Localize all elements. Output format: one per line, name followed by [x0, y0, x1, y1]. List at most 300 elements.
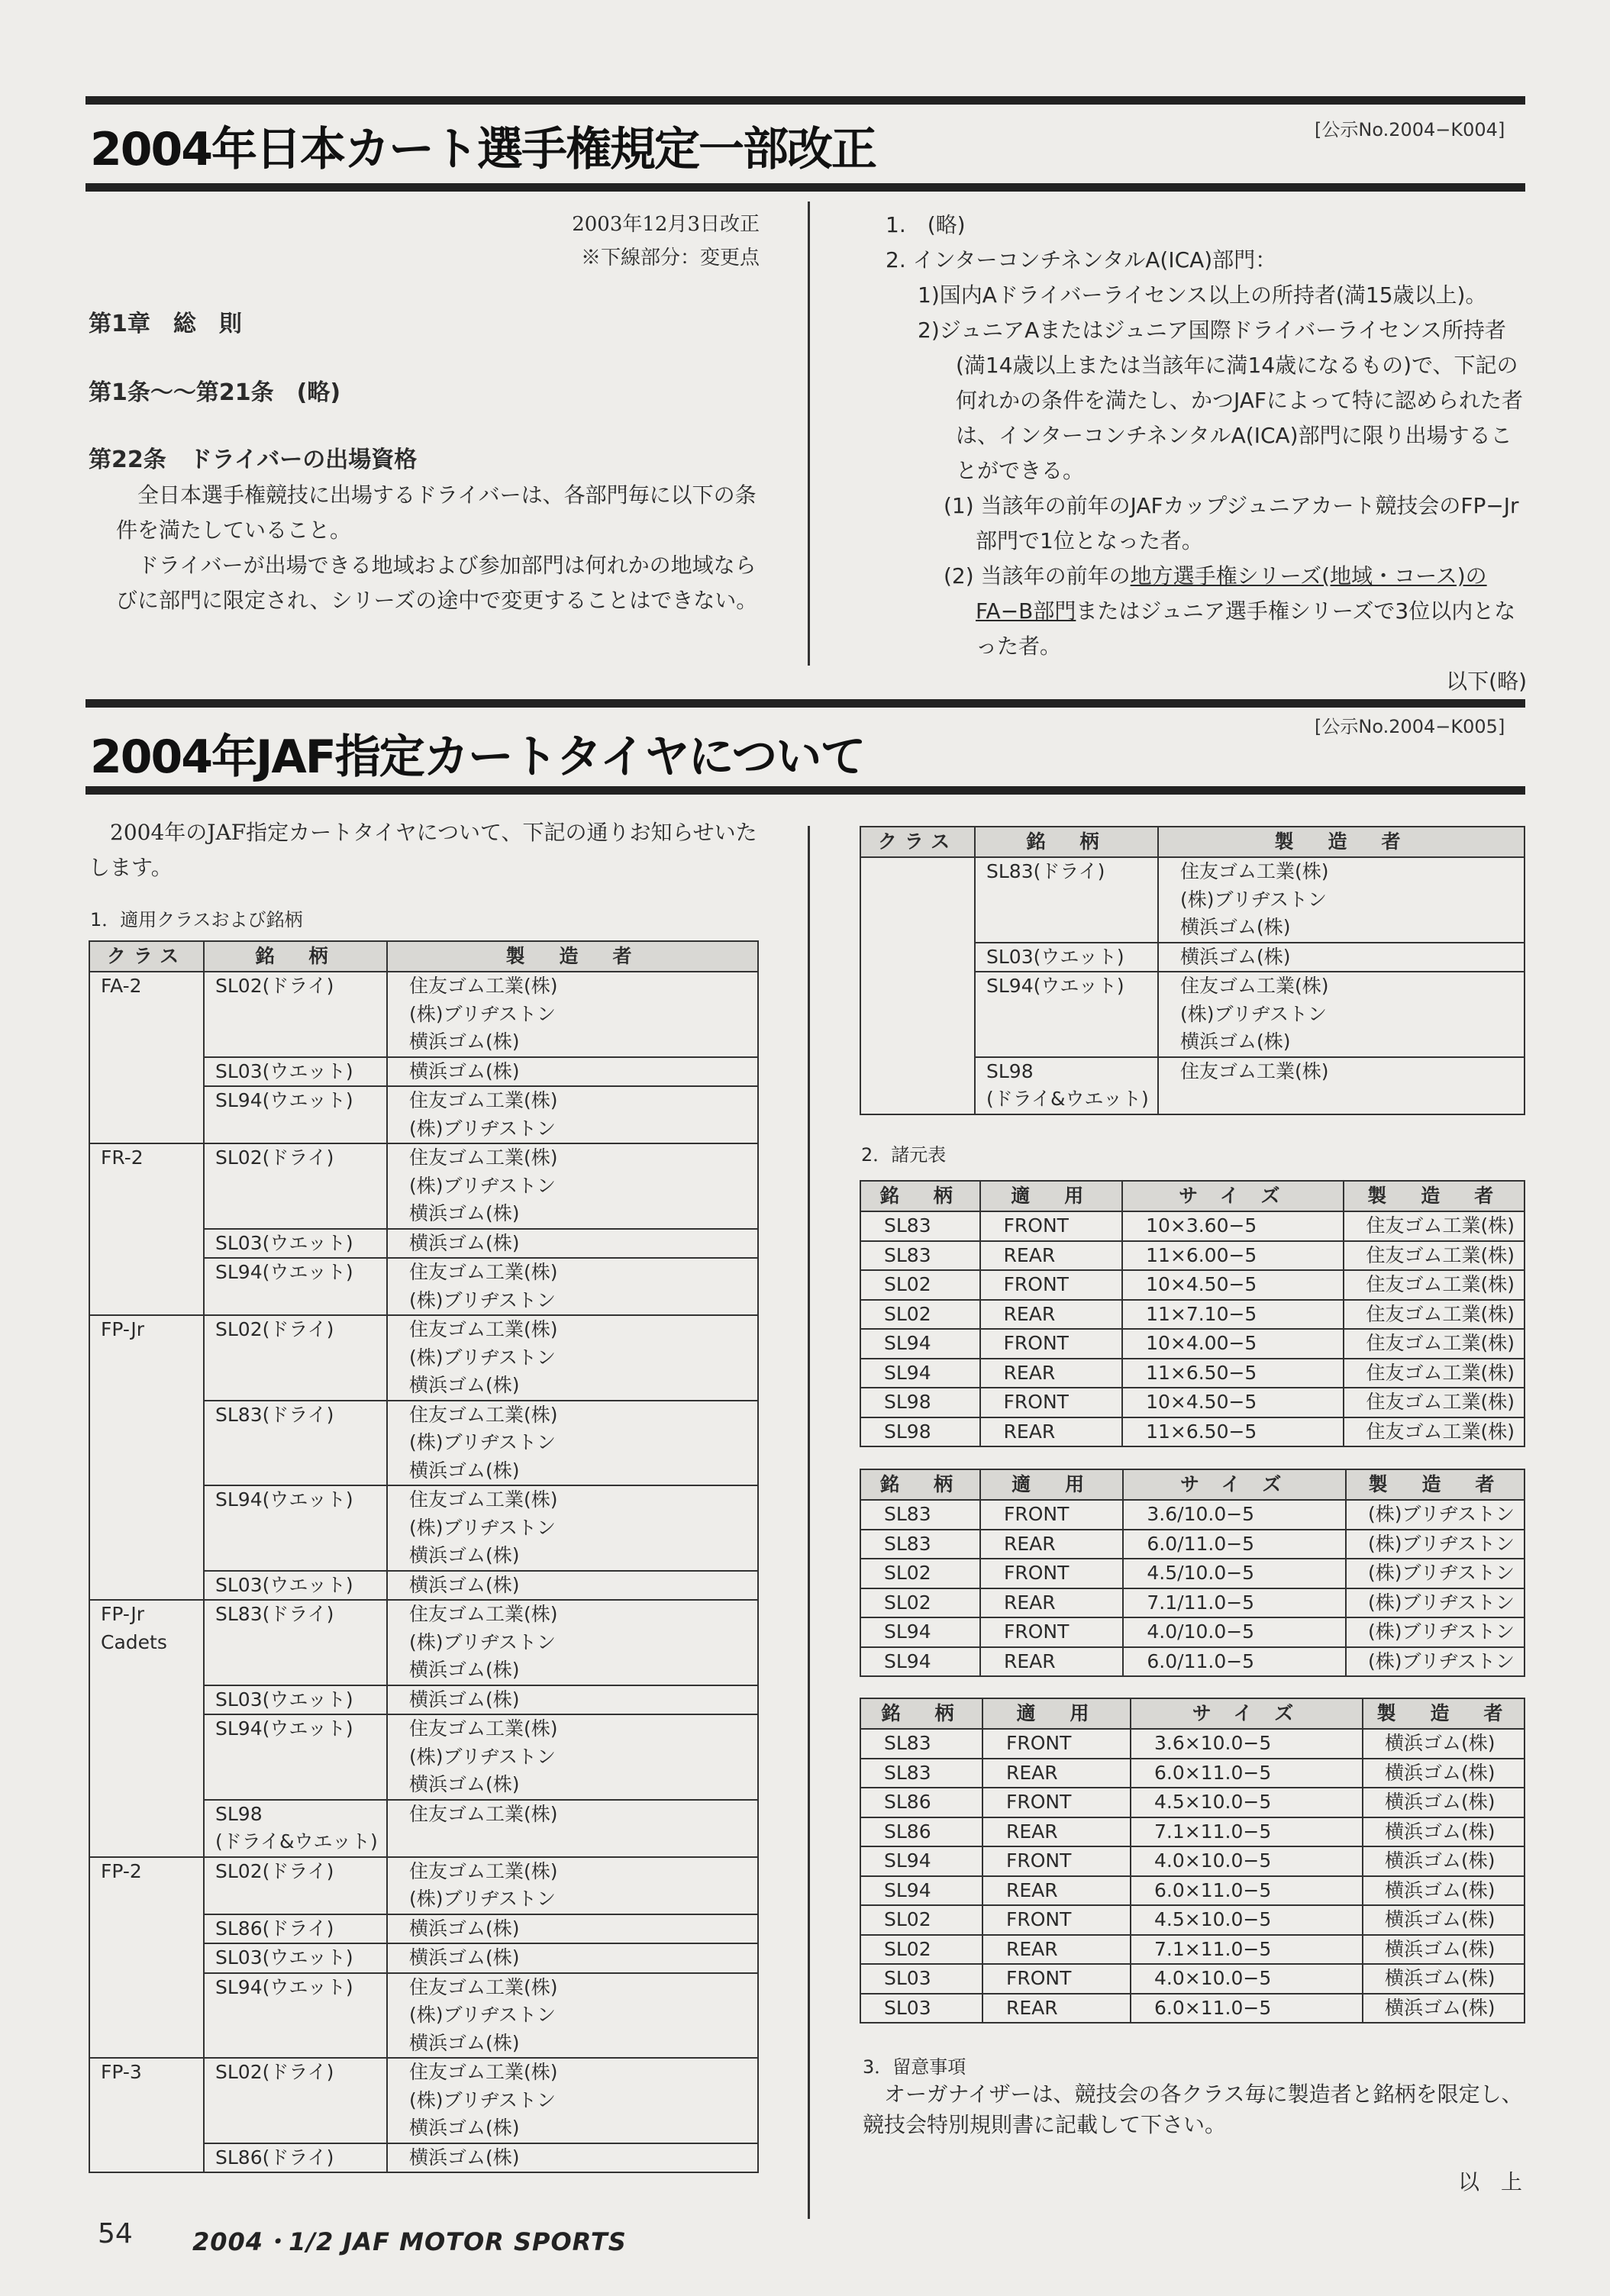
- brand-cell: [204, 1600, 387, 1685]
- manufacturer-cell: [387, 1914, 758, 1944]
- class-cell: [860, 857, 975, 1114]
- class-cell: [89, 1600, 204, 1857]
- brand-name: SL03(ウエット): [215, 1688, 353, 1711]
- manufacturer-cell: [1158, 1057, 1524, 1114]
- brand-name: SL86(ドライ): [215, 1917, 334, 1940]
- spec-position: REAR: [982, 1935, 1131, 1965]
- omitted-below: 以下(略): [1446, 669, 1527, 694]
- manufacturer-name: 横浜ゴム(株): [409, 1544, 520, 1566]
- class-table: [89, 940, 759, 2173]
- spec-brand: SL98: [860, 1417, 980, 1447]
- spec-position: REAR: [980, 1241, 1123, 1271]
- brand-cell: [204, 1485, 387, 1571]
- spec-table-row: [860, 1647, 1524, 1677]
- spec-table-header: [860, 1469, 1524, 1500]
- manufacturer-name: 横浜ゴム(株): [409, 1231, 520, 1254]
- manufacturer-name: 横浜ゴム(株): [409, 2031, 520, 2054]
- manufacturer-name: (株)ブリヂストン: [409, 1516, 557, 1539]
- manufacturer-name: 横浜ゴム(株): [409, 2146, 520, 2169]
- class-name: FP-Jr: [101, 1603, 144, 1625]
- spec-table-row: [860, 1817, 1524, 1847]
- spec-brand: SL02: [860, 1588, 980, 1618]
- spec-position: FRONT: [980, 1388, 1123, 1417]
- brand-cell: [975, 943, 1158, 972]
- brand-name: SL02(ドライ): [215, 1318, 334, 1340]
- item2-2-sub1: (1) 当該年の前年のJAFカップジュニアカート競技会のFP−Jr部門で1位となった者。: [944, 493, 1519, 553]
- brand-cell: [204, 1685, 387, 1715]
- spec-brand: SL03: [860, 1994, 982, 2024]
- spec-table-row: [860, 1876, 1524, 1906]
- manufacturer-name: 横浜ゴム(株): [409, 1573, 520, 1596]
- item2-1: 1)国内Aドライバーライセンス以上の所持者(満15歳以上)。: [918, 282, 1487, 308]
- article2-title: 2004年JAF指定カートタイヤについて: [90, 730, 865, 784]
- manufacturer-name: 住友ゴム工業(株): [1180, 860, 1329, 882]
- article22-title: 第22条 ドライバーの出場資格: [89, 447, 418, 473]
- manufacturer-cell: [387, 1714, 758, 1800]
- spec-table-row: [860, 1759, 1524, 1788]
- manufacturer-name: 住友ゴム工業(株): [409, 1603, 558, 1625]
- brand-cell: [204, 1315, 387, 1401]
- spec-table-header-cell: サ イ ズ: [1123, 1469, 1346, 1500]
- spec-size: 10×4.50−5: [1122, 1388, 1344, 1417]
- spec-manufacturer: 横浜ゴム(株): [1363, 1964, 1524, 1994]
- spec-brand: SL94: [860, 1647, 980, 1677]
- spec-manufacturer: 住友ゴム工業(株): [1344, 1270, 1524, 1300]
- spec-size: 6.0/11.0−5: [1123, 1647, 1346, 1677]
- spec-size: 7.1×11.0−5: [1131, 1817, 1363, 1847]
- manufacturer-cell: [387, 1973, 758, 2059]
- spec-position: FRONT: [980, 1211, 1123, 1241]
- manufacturer-name: 住友ゴム工業(株): [409, 1717, 558, 1740]
- spec-position: REAR: [982, 1759, 1131, 1788]
- spec-table-row: [860, 1994, 1524, 2024]
- spec-table-header-cell: サ イ ズ: [1122, 1181, 1344, 1211]
- spec-size: 4.0/10.0−5: [1123, 1617, 1346, 1647]
- brand-name: SL03(ウエット): [215, 1231, 353, 1254]
- spec-table-header-cell: 製 造 者: [1344, 1181, 1524, 1211]
- spec-position: REAR: [982, 1817, 1131, 1847]
- manufacturer-name: 横浜ゴム(株): [409, 1773, 520, 1795]
- class-name: FP-2: [101, 1859, 142, 1882]
- magazine-name: 2004・1/2 JAF MOTOR SPORTS: [192, 2227, 627, 2256]
- spec-size: 4.0×10.0−5: [1131, 1964, 1363, 1994]
- class-name: FA-2: [101, 975, 142, 997]
- manufacturer-name: 住友ゴム工業(株): [409, 1859, 558, 1882]
- spec-table-row: [860, 1788, 1524, 1817]
- spec-size: 10×3.60−5: [1122, 1211, 1344, 1241]
- class-name: FP-3: [101, 2061, 142, 2083]
- spec-manufacturer: 横浜ゴム(株): [1363, 1788, 1524, 1817]
- manufacturer-name: (株)ブリヂストン: [409, 1174, 557, 1197]
- brand-cell: [204, 2143, 387, 2173]
- brand-name: SL03(ウエット): [215, 1059, 353, 1082]
- manufacturer-cell: [387, 2058, 758, 2143]
- spec-manufacturer: (株)ブリヂストン: [1346, 1588, 1524, 1618]
- brand-name: SL83(ドライ): [215, 1403, 334, 1426]
- spec-size: 11×6.50−5: [1122, 1359, 1344, 1388]
- brand-cell: [975, 1057, 1158, 1114]
- spec-table-row: [860, 1359, 1524, 1388]
- brand-cell: [204, 1143, 387, 1229]
- manufacturer-name: (株)ブリヂストン: [409, 1888, 557, 1910]
- manufacturer-cell: [387, 1800, 758, 1857]
- brand-cell: [204, 972, 387, 1057]
- manufacturer-cell: [387, 1229, 758, 1259]
- class-cell: [89, 972, 204, 1143]
- spec-size: 11×7.10−5: [1122, 1300, 1344, 1330]
- spec-size: 7.1/11.0−5: [1123, 1588, 1346, 1618]
- spec-manufacturer: 横浜ゴム(株): [1363, 1876, 1524, 1906]
- article2-intro: 2004年のJAF指定カートタイヤについて、下記の通りお知らせいたします。: [89, 820, 757, 880]
- spec-brand: SL94: [860, 1329, 980, 1359]
- class-cell: [89, 1143, 204, 1315]
- brand-cell: [975, 972, 1158, 1057]
- spec-position: FRONT: [982, 1905, 1131, 1935]
- class-table-header-cell: 銘 柄: [975, 827, 1158, 857]
- spec-table-row: [860, 1530, 1524, 1559]
- spec-brand: SL86: [860, 1788, 982, 1817]
- brand-cell: [204, 1057, 387, 1087]
- brand-cell: [204, 1914, 387, 1944]
- sub2-text-a: (2) 当該年の前年の: [944, 563, 1131, 589]
- class-table-row: [89, 1857, 758, 1914]
- manufacturer-name: 住友ゴム工業(株): [409, 1488, 558, 1511]
- manufacturer-name: (株)ブリヂストン: [409, 1288, 557, 1311]
- spec-table-header: [860, 1181, 1524, 1211]
- class-table-row: [89, 1600, 758, 1685]
- brand-cell: [204, 1258, 387, 1315]
- article22-body: [116, 478, 763, 618]
- item2-2: 2)ジュニアAまたはジュニア国際ドライバーライセンス所持者(満14歳以上または当該年に満14歳になるもの)で、下記の何れかの条件を満たし、かつJAFによって特に認められた者は、インターコンチネンタルA(ICA)部門に限り出場することができる。: [918, 318, 1524, 483]
- manufacturer-name: 住友ゴム工業(株): [409, 1318, 558, 1340]
- brand-cell: [204, 1086, 387, 1143]
- article22-para1: 全日本選手権競技に出場するドライバーは、各部門毎に以下の条件を満たしていること。: [116, 482, 757, 543]
- spec-size: 6.0×11.0−5: [1131, 1759, 1363, 1788]
- spec-position: FRONT: [982, 1964, 1131, 1994]
- class-table-header-cell: 銘 柄: [204, 941, 387, 972]
- spec-size: 4.5×10.0−5: [1131, 1905, 1363, 1935]
- brand-name: SL02(ドライ): [215, 975, 334, 997]
- spec-table-header-cell: 適 用: [980, 1181, 1123, 1211]
- spec-table-row: [860, 1270, 1524, 1300]
- spec-brand: SL83: [860, 1500, 980, 1530]
- spec-size: 4.5×10.0−5: [1131, 1788, 1363, 1817]
- brand-cell: [204, 1857, 387, 1914]
- spec-position: REAR: [980, 1530, 1123, 1559]
- spec-table-row: [860, 1417, 1524, 1447]
- page-number: 54: [98, 2218, 133, 2249]
- spec-table-row: [860, 1329, 1524, 1359]
- class-table-header: [89, 941, 758, 972]
- spec-table-row: [860, 1617, 1524, 1647]
- spec-size: 3.6/10.0−5: [1123, 1500, 1346, 1530]
- spec-brand: SL02: [860, 1270, 980, 1300]
- brand-name: SL02(ドライ): [215, 1859, 334, 1882]
- article1-right-column: [886, 208, 1527, 699]
- manufacturer-name: 横浜ゴム(株): [1180, 1030, 1291, 1053]
- spec-size: 7.1×11.0−5: [1131, 1935, 1363, 1965]
- class-table-row: [89, 2058, 758, 2143]
- brand-name: SL98: [215, 1802, 263, 1825]
- spec-table-yokohama: [860, 1698, 1525, 2024]
- revision-note: [534, 208, 760, 275]
- column-divider: [808, 202, 810, 666]
- manufacturer-name: 住友ゴム工業(株): [409, 975, 558, 997]
- spec-manufacturer: 住友ゴム工業(株): [1344, 1417, 1524, 1447]
- spec-size: 10×4.00−5: [1122, 1329, 1344, 1359]
- spec-table-header-cell: 適 用: [980, 1469, 1123, 1500]
- section3-note: オーガナイザーは、競技会の各クラス毎に製造者と銘柄を限定し、競技会特別規則書に記載して下さい。: [863, 2082, 1523, 2137]
- brand-cell: [204, 2058, 387, 2143]
- spec-size: 3.6×10.0−5: [1131, 1729, 1363, 1759]
- end-mark: 以 上: [1458, 2169, 1523, 2194]
- manufacturer-name: 横浜ゴム(株): [409, 1659, 520, 1681]
- spec-brand: SL02: [860, 1935, 982, 1965]
- manufacturer-name: 住友ゴム工業(株): [1180, 975, 1329, 997]
- brand-name: (ドライ&ウエット): [986, 1088, 1149, 1110]
- spec-table-header-cell: サ イ ズ: [1131, 1698, 1363, 1729]
- spec-size: 4.0×10.0−5: [1131, 1846, 1363, 1876]
- spec-manufacturer: 住友ゴム工業(株): [1344, 1359, 1524, 1388]
- article1-notice: [公示No.2004−K004]: [1315, 119, 1505, 140]
- spec-brand: SL83: [860, 1211, 980, 1241]
- manufacturer-name: 横浜ゴム(株): [409, 1202, 520, 1224]
- spec-brand: SL94: [860, 1846, 982, 1876]
- spec-size: 11×6.00−5: [1122, 1241, 1344, 1271]
- brand-name: SL02(ドライ): [215, 2061, 334, 2083]
- manufacturer-name: 横浜ゴム(株): [409, 1917, 520, 1940]
- spec-table-row: [860, 1588, 1524, 1618]
- spec-brand: SL03: [860, 1964, 982, 1994]
- manufacturer-name: 横浜ゴム(株): [409, 2117, 520, 2139]
- spec-manufacturer: 横浜ゴム(株): [1363, 1759, 1524, 1788]
- column-divider-2: [808, 826, 810, 2219]
- spec-table-row: [860, 1729, 1524, 1759]
- spec-position: REAR: [980, 1300, 1123, 1330]
- brand-name: SL03(ウエット): [986, 945, 1124, 968]
- spec-brand: SL83: [860, 1759, 982, 1788]
- manufacturer-name: 住友ゴム工業(株): [409, 1975, 558, 1998]
- manufacturer-cell: [1158, 972, 1524, 1057]
- item1: 1. (略): [886, 212, 966, 237]
- brand-name: SL03(ウエット): [215, 1946, 353, 1969]
- manufacturer-name: 横浜ゴム(株): [409, 1374, 520, 1396]
- manufacturer-name: 住友ゴム工業(株): [409, 1802, 558, 1825]
- spec-table-bridgestone: [860, 1469, 1525, 1677]
- chapter-heading: 第1章 総 則: [89, 311, 242, 337]
- spec-table-header-cell: 銘 柄: [860, 1698, 982, 1729]
- manufacturer-name: 住友ゴム工業(株): [409, 1146, 558, 1169]
- spec-manufacturer: (株)ブリヂストン: [1346, 1500, 1524, 1530]
- manufacturer-cell: [387, 1086, 758, 1143]
- class-name: FR-2: [101, 1146, 144, 1169]
- spec-brand: SL94: [860, 1876, 982, 1906]
- manufacturer-name: 横浜ゴム(株): [409, 1688, 520, 1711]
- class-table-header-cell: 製 造 者: [387, 941, 758, 972]
- manufacturer-name: (株)ブリヂストン: [409, 1117, 557, 1140]
- manufacturer-cell: [387, 1143, 758, 1229]
- brand-name: SL94(ウエット): [215, 1089, 353, 1111]
- spec-table-row: [860, 1211, 1524, 1241]
- spec-table-row: [860, 1500, 1524, 1530]
- manufacturer-name: (株)ブリヂストン: [409, 1431, 557, 1453]
- manufacturer-cell: [1158, 943, 1524, 972]
- spec-manufacturer: 横浜ゴム(株): [1363, 1935, 1524, 1965]
- brand-name: SL02(ドライ): [215, 1146, 334, 1169]
- title-rule-bottom: [86, 183, 1525, 192]
- manufacturer-name: 横浜ゴム(株): [409, 1459, 520, 1482]
- spec-table-header-cell: 適 用: [982, 1698, 1131, 1729]
- item2: 2. インターコンチネンタルA(ICA)部門：: [886, 247, 1277, 272]
- brand-cell: [204, 1571, 387, 1601]
- spec-position: FRONT: [980, 1500, 1123, 1530]
- spec-manufacturer: (株)ブリヂストン: [1346, 1617, 1524, 1647]
- manufacturer-cell: [387, 1401, 758, 1486]
- underline-note: ※下線部分：変更点: [580, 247, 760, 269]
- spec-table-header: [860, 1698, 1524, 1729]
- spec-brand: SL02: [860, 1905, 982, 1935]
- section1-heading: 1．適用クラスおよび銘柄: [90, 909, 303, 930]
- spec-manufacturer: 横浜ゴム(株): [1363, 1817, 1524, 1847]
- spec-table-sumitomo: [860, 1180, 1525, 1447]
- spec-brand: SL94: [860, 1617, 980, 1647]
- manufacturer-name: (株)ブリヂストン: [409, 1630, 557, 1653]
- spec-brand: SL94: [860, 1359, 980, 1388]
- spec-table-row: [860, 1905, 1524, 1935]
- class-table-header-cell: クラス: [89, 941, 204, 972]
- manufacturer-cell: [387, 1857, 758, 1914]
- class-table-header-cell: 製 造 者: [1158, 827, 1524, 857]
- spec-table-header-cell: 製 造 者: [1346, 1469, 1524, 1500]
- brand-name: SL83(ドライ): [986, 860, 1105, 882]
- brand-cell: [204, 1943, 387, 1973]
- manufacturer-name: 横浜ゴム(株): [409, 1059, 520, 1082]
- manufacturer-name: (株)ブリヂストン: [409, 2004, 557, 2026]
- brand-cell: [204, 1229, 387, 1259]
- brand-cell: [204, 1973, 387, 2059]
- spec-manufacturer: 横浜ゴム(株): [1363, 1729, 1524, 1759]
- manufacturer-cell: [387, 1943, 758, 1973]
- class-table-row: [89, 1315, 758, 1401]
- manufacturer-name: (株)ブリヂストン: [1180, 888, 1328, 911]
- manufacturer-cell: [387, 972, 758, 1057]
- class-name: FP-Jr: [101, 1318, 144, 1340]
- spec-position: FRONT: [980, 1559, 1123, 1588]
- spec-position: REAR: [982, 1994, 1131, 2024]
- brand-name: SL03(ウエット): [215, 1573, 353, 1596]
- brand-name: SL94(ウエット): [215, 1717, 353, 1740]
- spec-size: 6.0/11.0−5: [1123, 1530, 1346, 1559]
- manufacturer-cell: [387, 2143, 758, 2173]
- spec-manufacturer: 横浜ゴム(株): [1363, 1846, 1524, 1876]
- spec-table-row: [860, 1300, 1524, 1330]
- manufacturer-cell: [1158, 857, 1524, 943]
- spec-position: FRONT: [982, 1729, 1131, 1759]
- manufacturer-name: (株)ブリヂストン: [409, 1346, 557, 1369]
- spec-size: 10×4.50−5: [1122, 1270, 1344, 1300]
- spec-manufacturer: 住友ゴム工業(株): [1344, 1388, 1524, 1417]
- spec-brand: SL86: [860, 1817, 982, 1847]
- brand-cell: [204, 1800, 387, 1857]
- class-cell: [89, 1315, 204, 1600]
- spec-position: FRONT: [982, 1788, 1131, 1817]
- manufacturer-name: (株)ブリヂストン: [1180, 1002, 1328, 1025]
- spec-manufacturer: 横浜ゴム(株): [1363, 1905, 1524, 1935]
- spec-position: REAR: [980, 1359, 1123, 1388]
- spec-position: REAR: [980, 1417, 1123, 1447]
- class-table-row: [89, 1143, 758, 1229]
- manufacturer-name: 横浜ゴム(株): [1180, 945, 1291, 968]
- spec-manufacturer: 住友ゴム工業(株): [1344, 1241, 1524, 1271]
- class-cell: [89, 1857, 204, 2059]
- spec-table-row: [860, 1388, 1524, 1417]
- brand-cell: [204, 1714, 387, 1800]
- manufacturer-name: 横浜ゴム(株): [409, 1946, 520, 1969]
- spec-brand: SL83: [860, 1530, 980, 1559]
- spec-manufacturer: 住友ゴム工業(株): [1344, 1300, 1524, 1330]
- spec-table-header-cell: 製 造 者: [1363, 1698, 1524, 1729]
- manufacturer-name: (株)ブリヂストン: [409, 1745, 557, 1768]
- manufacturer-cell: [387, 1315, 758, 1401]
- spec-position: REAR: [982, 1876, 1131, 1906]
- class-cell: [89, 2058, 204, 2172]
- brand-cell: [204, 1401, 387, 1486]
- manufacturer-name: 住友ゴム工業(株): [409, 1403, 558, 1426]
- manufacturer-name: 横浜ゴム(株): [1180, 916, 1291, 938]
- title-rule-top: [86, 96, 1525, 105]
- article22-para2: ドライバーが出場できる地域および参加部門は何れかの地域ならびに部門に限定され、シリーズの途中で変更することはできない。: [116, 553, 758, 613]
- brand-name: SL94(ウエット): [215, 1488, 353, 1511]
- brand-cell: [975, 857, 1158, 943]
- class-table-row: [860, 857, 1524, 943]
- spec-manufacturer: 住友ゴム工業(株): [1344, 1329, 1524, 1359]
- spec-table-row: [860, 1846, 1524, 1876]
- spec-size: 4.5/10.0−5: [1123, 1559, 1346, 1588]
- title2-rule-bottom: [86, 786, 1525, 795]
- sub2-underlined: 地方選手権シリーズ(地域・コース)のFA−B部門: [976, 563, 1487, 624]
- manufacturer-name: 住友ゴム工業(株): [409, 2061, 558, 2083]
- manufacturer-cell: [387, 1258, 758, 1315]
- spec-brand: SL98: [860, 1388, 980, 1417]
- manufacturer-name: 住友ゴム工業(株): [409, 1089, 558, 1111]
- class-table-row: [89, 972, 758, 1057]
- item2-2-sub2: [886, 559, 1527, 664]
- article1-title: 2004年日本カート選手権規定一部改正: [90, 123, 876, 176]
- spec-table-header-cell: 銘 柄: [860, 1181, 980, 1211]
- spec-size: 6.0×11.0−5: [1131, 1876, 1363, 1906]
- spec-brand: SL83: [860, 1241, 980, 1271]
- class-table-header: [860, 827, 1524, 857]
- class-name: Cadets: [101, 1630, 167, 1653]
- manufacturer-name: (株)ブリヂストン: [409, 1002, 557, 1025]
- manufacturer-cell: [387, 1057, 758, 1087]
- spec-size: 11×6.50−5: [1122, 1417, 1344, 1447]
- spec-table-row: [860, 1964, 1524, 1994]
- title2-rule-top: [86, 699, 1525, 708]
- spec-position: FRONT: [980, 1329, 1123, 1359]
- spec-position: REAR: [980, 1647, 1123, 1677]
- class-table-header-cell: クラス: [860, 827, 975, 857]
- brand-name: SL83(ドライ): [215, 1603, 334, 1625]
- manufacturer-cell: [387, 1571, 758, 1601]
- brand-name: SL94(ウエット): [215, 1261, 353, 1283]
- brand-name: SL94(ウエット): [215, 1975, 353, 1998]
- brand-name: SL98: [986, 1059, 1034, 1082]
- spec-table-row: [860, 1241, 1524, 1271]
- manufacturer-name: (株)ブリヂストン: [409, 2088, 557, 2111]
- articles-omitted: 第1条〜〜第21条 (略): [89, 379, 341, 406]
- spec-manufacturer: (株)ブリヂストン: [1346, 1559, 1524, 1588]
